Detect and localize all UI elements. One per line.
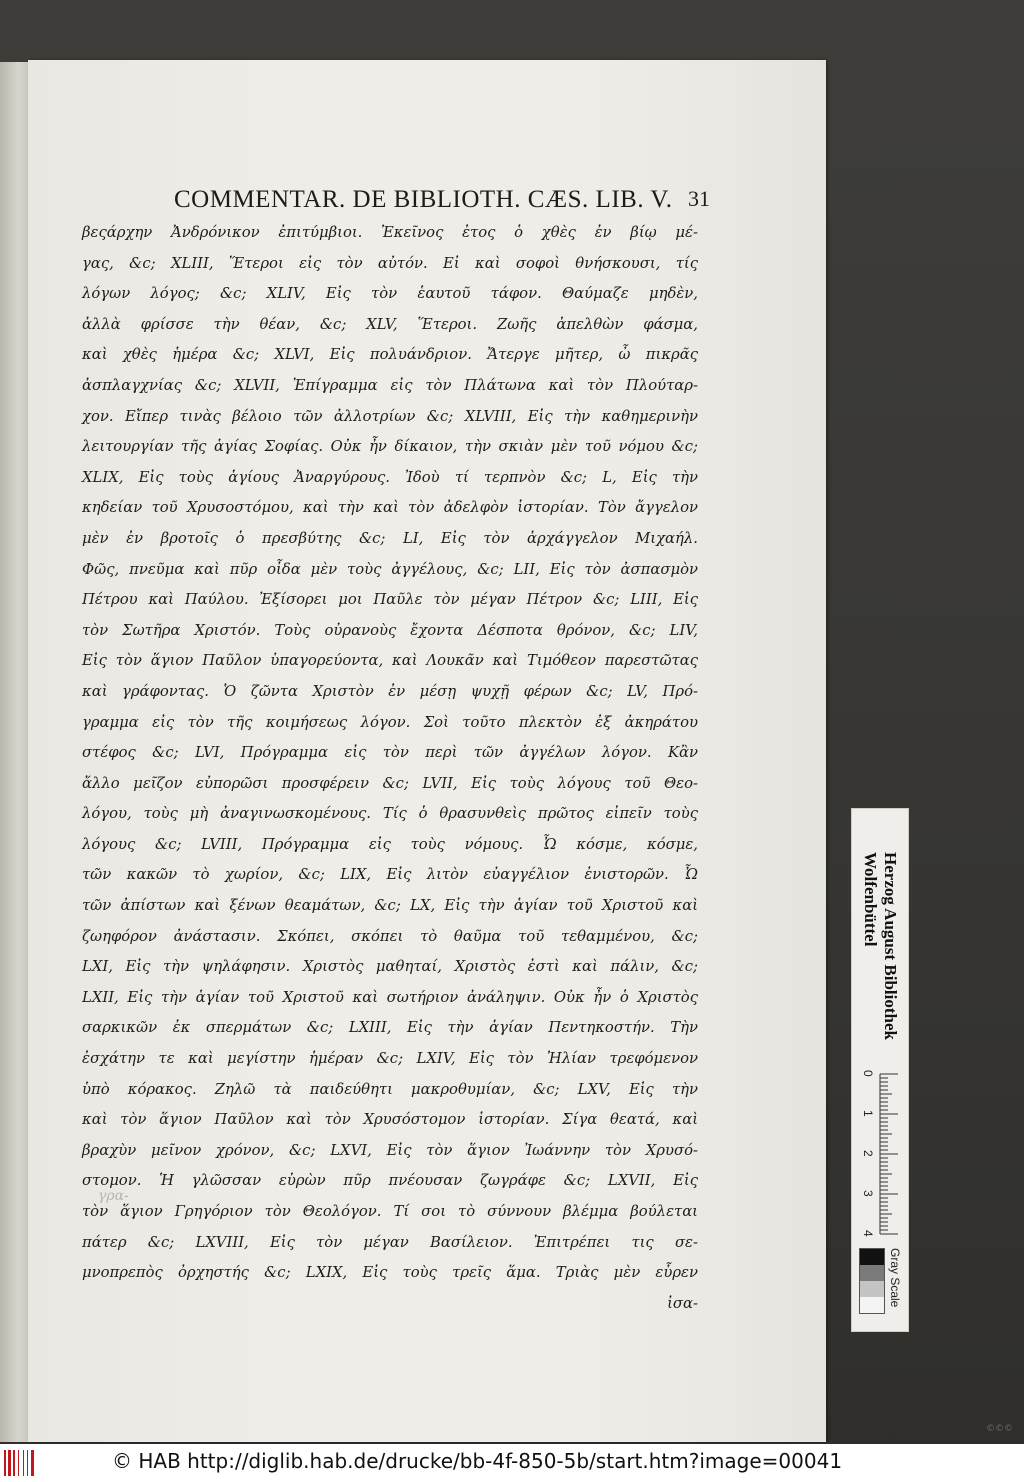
page-number: 31 (688, 186, 710, 211)
text-line: μνοπρεπὸς ὀρχηστής &c; LXIX, Εἰς τοὺς τρεῖς ἅμα. Τριὰς μὲν εὗρεν (82, 1264, 698, 1282)
gray-scale-patches (859, 1248, 885, 1314)
measurement-ruler (858, 1070, 898, 1242)
text-line: μὲν ἐν βροτοῖς ὁ πρεσβύτης &c; LI, Εἰς τὸν ἀρχάγγελον Μιχαήλ. (82, 529, 698, 547)
institution-line1: Herzog August Bibliothek (881, 852, 900, 1040)
body-text (82, 218, 698, 1319)
text-line: τὸν ἅγιον Γρηγόριον τὸν Θεολόγον. Τί σοι τὸ σύννουν βλέμμα βούλεται (82, 1203, 698, 1220)
text-line: τὸν Σωτῆρα Χριστόν. Τοὺς οὐρανοὺς ἔχοντα Δέσποτα θρόνον, &c; LIV, (82, 621, 698, 639)
faint-margin-note: γρα- (98, 1188, 129, 1204)
book-page (28, 60, 826, 1442)
text-line: λόγων λόγος; &c; XLIV, Εἰς τὸν ἑαυτοῦ τάφον. Θαύμαζε μηδὲν, (82, 285, 698, 303)
logo-bar (4, 1450, 6, 1476)
logo-bar (8, 1450, 11, 1476)
text-line: λόγου, τοὺς μὴ ἀναγινωσκομένους. Τίς ὁ θρασυνθεὶς πρῶτος εἰπεῖν τοὺς (82, 805, 698, 823)
gray-scale-text: Gray Scale (888, 1248, 902, 1308)
text-line: βραχὺν μεῖνον χρόνον, &c; LXVI, Εἰς τὸν ἅγιον Ἰωάννην τὸν Χρυσό- (82, 1141, 698, 1159)
text-line: ἀσπλαγχνίας &c; XLVII, Ἐπίγραμμα εἰς τὸν Πλάτωνα καὶ τὸν Πλούταρ- (82, 376, 698, 394)
text-line: καὶ τὸν ἅγιον Παῦλον καὶ τὸν Χρυσόστομον ἱστορίαν. Σίγα θεατά, καὶ (82, 1111, 698, 1129)
text-line: λειτουργίαν τῆς ἁγίας Σοφίας. Οὐκ ἦν δίκαιον, τὴν σκιὰν μὲν τοῦ νόμου &c; (82, 438, 698, 456)
ruler-label: 4 (861, 1230, 875, 1237)
adjacent-page-edge (0, 62, 31, 1442)
text-line: ἄλλο μεῖζον εὐπορῶσι προσφέρειν &c; LVII, Εἰς τοὺς λόγους τοῦ Θεο- (82, 774, 698, 792)
text-line: γας, &c; XLIII, Ἕτεροι εἰς τὸν αὐτόν. Εἰ καὶ σοφοὶ θνήσκουσι, τίς (82, 254, 698, 272)
text-line: κηδείαν τοῦ Χρυσοστόμου, καὶ τὴν καὶ τὸν ἀδελφὸν ἱστορίαν. Τὸν ἄγγελον (82, 499, 698, 517)
logo-bar (27, 1450, 28, 1476)
footer-copyright-link[interactable]: © HAB http://diglib.hab.de/drucke/bb-4f-850-5b/start.htm?image=00041 (112, 1449, 843, 1473)
text-line: LXI, Εἰς τὴν ψηλάφησιν. Χριστὸς μαθηταί, Χριστὸς ἐστὶ καὶ πάλιν, &c; (82, 958, 698, 976)
text-line: πάτερ &c; LXVIII, Εἰς τὸν μέγαν Βασίλειον. Ἐπιτρέπει τις σε- (82, 1233, 698, 1251)
gray-patch-swatch (860, 1297, 884, 1313)
text-line: σαρκικῶν ἐκ σπερμάτων &c; LXIII, Εἰς τὴν ἁγίαν Πεντηκοστήν. Τὴν (82, 1019, 698, 1037)
text-line: Πέτρου καὶ Παύλου. Ἐξίσορει μοι Παῦλε τὸν μέγαν Πέτρον &c; LIII, Εἰς (82, 591, 698, 609)
text-line: ἰσα- (667, 1294, 698, 1312)
text-line: τῶν ἀπίστων καὶ ξένων θεαμάτων, &c; LX, Εἰς τὴν ἁγίαν τοῦ Χριστοῦ καὶ (82, 897, 698, 915)
hab-barcode-logo-icon (4, 1450, 44, 1476)
text-line: βεςάρχην Ἀνδρόνικον ἐπιτύμβιοι. Ἐκεῖνος ἐτος ὁ χθὲς ἐν βίῳ μέ- (82, 224, 698, 241)
logo-bar (23, 1450, 24, 1476)
text-line: στομον. Ἡ γλῶσσαν εὑρὼν πῦρ πνέουσαν ζωγράφε &c; LXVII, Εἰς (82, 1172, 698, 1190)
text-line: LXII, Εἰς τὴν ἁγίαν τοῦ Χριστοῦ καὶ σωτήριον ἀνάληψιν. Οὐκ ἦν ὁ Χριστὸς (82, 988, 698, 1006)
gray-patch-swatch (860, 1265, 884, 1281)
running-head: COMMENTAR. DE BIBLIOTH. CÆS. LIB. V. (174, 186, 673, 213)
gray-patch-swatch (860, 1249, 884, 1265)
logo-bar (13, 1450, 15, 1476)
ruler-label: 1 (861, 1110, 875, 1117)
corner-mark: ©©© (986, 1424, 1013, 1434)
ruler-label: 0 (861, 1070, 875, 1077)
text-line: XLIX, Εἰς τοὺς ἁγίους Ἀναργύρους. Ἰδοὺ τί τερπνὸν &c; L, Εἰς τὴν (82, 468, 698, 486)
institution-line2: Wolfenbüttel (861, 852, 880, 947)
text-line: τῶν κακῶν τὸ χωρίον, &c; LIX, Εἰς λιτὸν εὐαγγέλιον ἐνιστορῶν. Ὦ (82, 866, 698, 884)
text-line: καὶ γράφοντας. Ὁ ζῶντα Χριστὸν ἐν μέσῃ ψυχῇ φέρων &c; LV, Πρό- (82, 682, 698, 700)
text-line: λόγους &c; LVIII, Πρόγραμμα εἰς τοὺς νόμους. Ὦ κόσμε, κόσμε, (82, 835, 698, 853)
text-line: χον. Εἴπερ τινὰς βέλοιο τῶν ἀλλοτρίων &c; XLVIII, Εἰς τὴν καθημερινὴν (82, 407, 698, 425)
text-line: Εἰς τὸν ἅγιον Παῦλον ὑπαγορεύοντα, καὶ Λουκᾶν καὶ Τιμόθεον παρεστῶτας (82, 652, 698, 670)
text-line: στέφος &c; LVI, Πρόγραμμα εἰς τὸν περὶ τῶν ἀγγέλων λόγον. Κἂν (82, 744, 698, 762)
footer-bar (0, 1444, 1024, 1482)
text-line: ζωηφόρον ἀνάστασιν. Σκόπει, σκόπει τὸ θαῦμα τοῦ τεθαμμένου, &c; (82, 927, 698, 945)
text-line: γραμμα εἰς τὸν τῆς κοιμήσεως λόγον. Σοὶ τοῦτο πλεκτὸν ἐξ ἀκηράτου (82, 713, 698, 731)
gray-scale-label (887, 1246, 903, 1316)
text-line: ἐσχάτην τε καὶ μεγίστην ἡμέραν &c; LXIV, Εἰς τὸν Ἠλίαν τρεφόμενον (82, 1050, 698, 1068)
logo-bar (31, 1450, 34, 1476)
text-line: καὶ χθὲς ἡμέρα &c; XLVI, Εἰς πολυάνδριον. Ἄτεργε μῆτερ, ὦ πικρᾶς (82, 346, 698, 364)
ruler-label: 2 (861, 1150, 875, 1157)
gray-patch-swatch (860, 1281, 884, 1297)
logo-bar (18, 1450, 19, 1476)
text-line: ἀλλὰ φρίσσε τὴν θέαν, &c; XLV, Ἕτεροι. Ζωῆς ἀπελθὼν φάσμα, (82, 315, 698, 333)
ruler-label: 3 (861, 1190, 875, 1197)
text-line: Φῶς, πνεῦμα καὶ πῦρ οἶδα μὲν τοὺς ἀγγέλους, &c; LII, Εἰς τὸν ἀσπασμὸν (82, 560, 698, 578)
text-line: ὑπὸ κόρακος. Ζηλῶ τὰ παιδεύθητι μακροθυμίαν, &c; LXV, Εἰς τὴν (82, 1080, 698, 1098)
